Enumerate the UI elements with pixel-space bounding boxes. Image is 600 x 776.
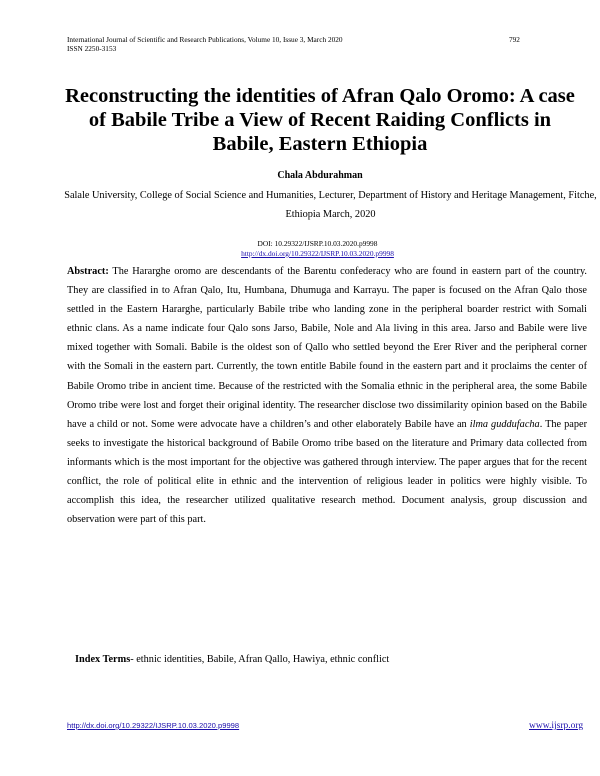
footer-site-link[interactable]: www.ijsrp.org xyxy=(529,721,584,731)
index-terms-text: - ethnic identities, Babile, Afran Qallo, Hawiya, ethnic conflict xyxy=(130,654,390,665)
paper-title: Reconstructing the identities of Afran Qalo Oromo: A case of Babile Tribe a View of Recent Raiding Conflicts in Babile, Eastern Ethiopia xyxy=(65,85,575,155)
abstract-text-1: The Hararghe oromo are descendants of the Barentu confederacy who are found in eastern part of the country. They are classified in to Afran Qalo, Itu, Humbana, Dhumuga and Karrayu. The paper is focused on the Afran Qalo those settled in the Eastern Hararghe, particularly Babile tribe who landing zone in the peripheral boarder restrict with Somali ethnic clans. As a name indicate four Qalo sons Jarso, Babile, Nole and Ala living in this area. Jarso and Babile were live mixed together with Somali. Babile is the oldest son of Qallo who settled beyond the Erer River and the peripheral corner with the Somali in the eastern part. Currently, the town entitle Babile found in the eastern part and it proclaims the center of Babile Oromo tribe in ancient time. Because of the restricted with the Somalia ethnic in the peripheral area, the some Babile Oromo tribe were lost and forget their original identity. The researcher disclose two dissimilarity opinion based on the Babile have a child or not. Some were advocate have a children’s and other elaborately Babile have an xyxy=(67,266,587,430)
footer-doi-link[interactable]: http://dx.doi.org/10.29322/IJSRP.10.03.2020.p9998 xyxy=(67,721,240,730)
journal-header xyxy=(67,35,407,53)
doi-block xyxy=(60,239,575,259)
author-name: Chala Abdurahman xyxy=(277,170,363,181)
index-terms xyxy=(75,653,585,667)
page-number: 792 xyxy=(509,35,520,44)
journal-name: International Journal of Scientific and Research Publications, Volume 10, Issue 3, March 2020 xyxy=(67,35,343,44)
abstract-text-2: . The paper seeks to investigate the historical background of Babile Oromo tribe based on the literature and Primary data collected from informants which is the most important for the objective was gathered through interview. The paper argues that for the recent conflict, the role of political elite in ethnic and the intervention of religious leader in politics were highly visible. To accomplish this idea, the researcher utilized qualitative research method. Document analysis, group discussion and observation were part of this part. xyxy=(67,418,587,526)
index-terms-label: Index Terms xyxy=(75,654,131,665)
abstract xyxy=(67,262,587,529)
doi-link[interactable]: http://dx.doi.org/10.29322/IJSRP.10.03.2020.p9998 xyxy=(241,249,394,258)
abstract-italic-term: ilma guddufacha xyxy=(469,418,540,430)
issn: ISSN 2250-3153 xyxy=(67,44,117,53)
author-affiliation: Salale University, College of Social Science and Humanities, Lecturer, Department of History and Heritage Management, Fitche, Ethiopia March, 2020 xyxy=(64,190,597,220)
doi-text: DOI: 10.29322/IJSRP.10.03.2020.p9998 xyxy=(257,239,378,248)
abstract-label: Abstract: xyxy=(67,266,109,277)
